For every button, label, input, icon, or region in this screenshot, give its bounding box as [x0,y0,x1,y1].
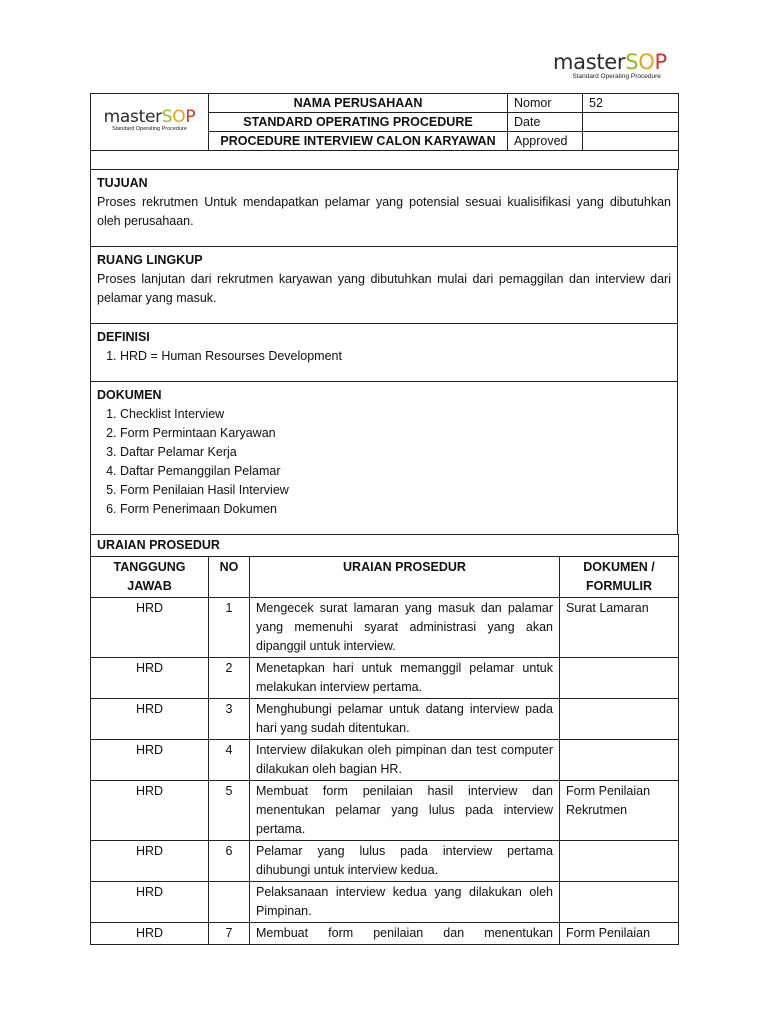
section-dokumen [91,382,678,535]
table-row: HRD 3 Menghubungi pelamar untuk datang interview pada hari yang sudah ditentukan. [91,699,679,740]
table-row: HRD 6 Pelamar yang lulus pada interview pertama dihubungi untuk interview kedua. [91,841,679,882]
ruang-text: Proses lanjutan dari rekrutmen karyawan yang dibutuhkan mulai dari pemaggilan dan interview dari pelamar yang masuk. [97,272,671,305]
table-row: HRD 2 Menetapkan hari untuk memanggil pelamar untuk melakukan interview pertama. [91,658,679,699]
dokumen-item: 6. Form Penerimaan Dokumen [120,500,671,519]
col-tanggung-jawab: TANGGUNG JAWAB [91,557,209,598]
dokumen-item: 4. Daftar Pemanggilan Pelamar [120,462,671,481]
uraian-title: URAIAN PROSEDUR [91,535,679,557]
sop-document [90,93,678,945]
table-row: HRD 5 Membuat form penilaian hasil interview dan menentukan pelamar yang lulus pada interview pertama. Form Penilaian Rekrutmen [91,781,679,841]
doc-type: STANDARD OPERATING PROCEDURE [209,113,508,132]
section-tujuan [91,170,678,247]
section-definisi [91,324,678,382]
col-uraian: URAIAN PROSEDUR [250,557,560,598]
dokumen-item: 2. Form Permintaan Karyawan [120,424,671,443]
procedure-title: PROCEDURE INTERVIEW CALON KARYAWAN [209,132,508,151]
definisi-title: DEFINISI [97,330,150,344]
ruang-title: RUANG LINGKUP [97,253,203,267]
col-dokumen: DOKUMEN / FORMULIR [560,557,679,598]
table-row: HRD 7 Membuat form penilaian dan menentukan Form Penilaian [91,923,679,945]
tujuan-title: TUJUAN [97,176,148,190]
dokumen-item: 1. Checklist Interview [120,405,671,424]
brand-logo: masterSOP Standard Operating Procedure [553,50,667,80]
definisi-item: 1. HRD = Human Resourses Development [120,347,671,366]
col-no: NO [209,557,250,598]
company-name: NAMA PERUSAHAAN [209,94,508,113]
dokumen-title: DOKUMEN [97,388,162,402]
brand-tagline: Standard Operating Procedure [572,73,661,80]
tujuan-text: Proses rekrutmen Untuk mendapatkan pelamar yang potensial sesuai kualisifikasi yang dibutuhkan oleh perusahaan. [97,195,671,228]
header-logo-cell [91,94,209,151]
value-date [583,113,679,132]
sections-table [90,169,678,535]
table-row: HRD 4 Interview dilakukan oleh pimpinan dan test computer dilakukan oleh bagian HR. [91,740,679,781]
value-nomor: 52 [583,94,679,113]
dokumen-item: 5. Form Penilaian Hasil Interview [120,481,671,500]
dokumen-item: 3. Daftar Pelamar Kerja [120,443,671,462]
section-ruang-lingkup [91,247,678,324]
label-approved: Approved [508,132,583,151]
label-nomor: Nomor [508,94,583,113]
procedure-table [90,534,679,945]
table-row: HRD 1 Mengecek surat lamaran yang masuk dan palamar yang memenuhi syarat administrasi yang akan dipanggil untuk interview. Surat Lamaran [91,598,679,658]
spacer-row [91,151,679,170]
header-logo: masterSOP Standard Operating Procedure [103,107,196,132]
header-table [90,93,679,170]
label-date: Date [508,113,583,132]
value-approved [583,132,679,151]
table-row: HRD Pelaksanaan interview kedua yang dilakukan oleh Pimpinan. [91,882,679,923]
